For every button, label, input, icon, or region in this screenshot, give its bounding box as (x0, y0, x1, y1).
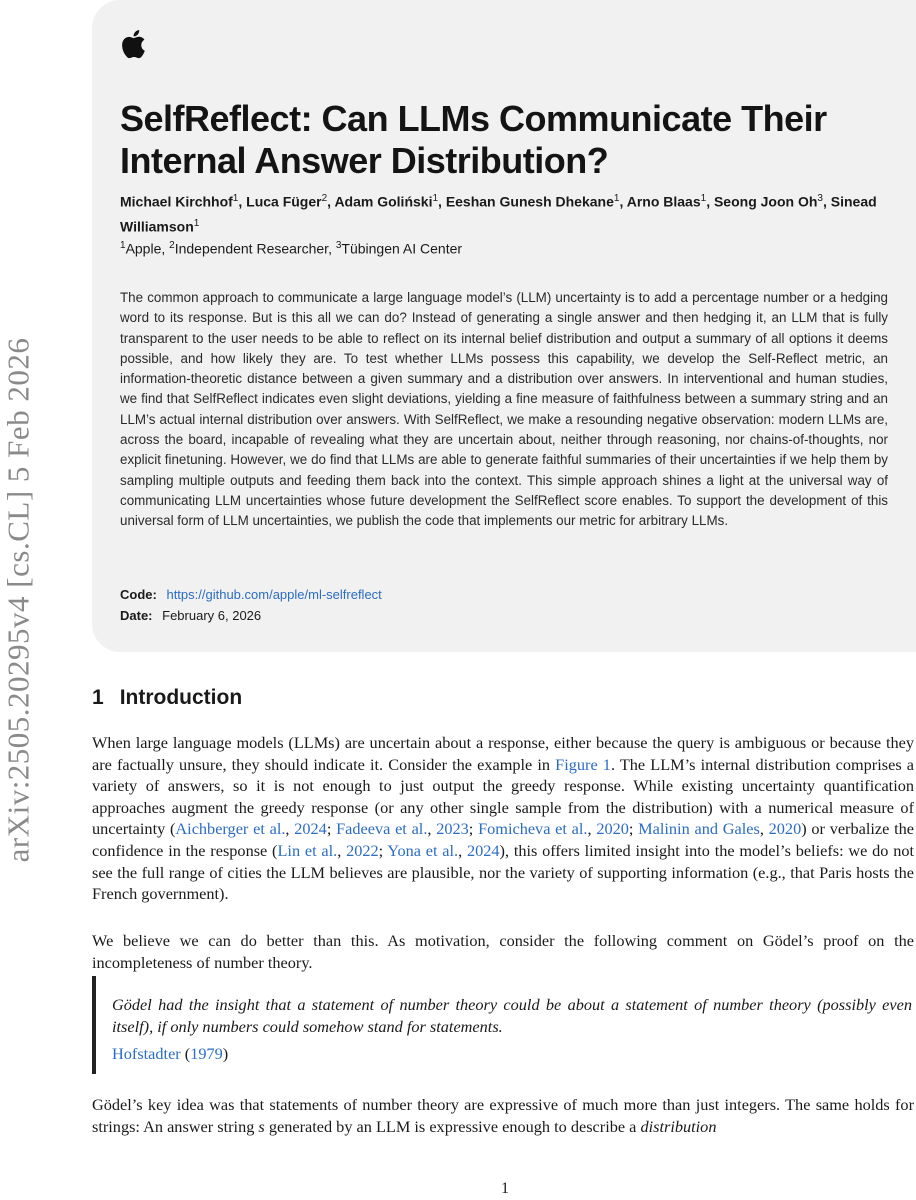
affiliation-number: 1 (120, 240, 126, 251)
author-name: Eeshan Gunesh Dhekane (445, 193, 614, 210)
paper-title: SelfReflect: Can LLMs Communicate Their Internal Answer Distribution? (120, 98, 827, 181)
author-affiliation-mark: 1 (193, 217, 200, 229)
citation-link[interactable]: Fadeeva et al. (336, 819, 428, 839)
code-link[interactable]: https://github.com/apple/ml-selfreflect (166, 587, 382, 602)
citation-link[interactable]: 2024 (466, 840, 500, 860)
author-affiliation-mark: 2 (321, 193, 328, 204)
affiliation-number: 2 (169, 240, 175, 251)
citation-link[interactable]: Yona et al. (387, 840, 459, 860)
italic-term: distribution (640, 1116, 717, 1136)
quote-text: Gödel had the insight that a statement of number theory could be about a statement of number theory (possibly even itself), if only numbers could somehow stand for statements. (112, 995, 912, 1036)
author-affiliation-mark: 1 (700, 193, 707, 204)
intro-paragraph-3: Gödel’s key idea was that statements of number theory are expressive of much more than just integers. The same holds for strings: An answer string s generated by an LLM is expressive enough to describe a distribution (92, 1095, 914, 1136)
date-line (120, 608, 261, 623)
citation-link[interactable]: 2024 (294, 819, 327, 839)
section-heading (92, 686, 242, 710)
author-affiliation-mark: 1 (613, 193, 620, 204)
code-label: Code: (120, 587, 157, 602)
apple-logo-icon (120, 28, 146, 60)
code-line (120, 587, 382, 602)
citation-link[interactable]: 2020 (596, 819, 629, 839)
citation-link[interactable]: Lin et al. (277, 840, 338, 860)
affiliation-number: 3 (335, 240, 342, 251)
citation-link[interactable]: Malinin and Gales (638, 819, 760, 839)
author-name: Arno Blaas (626, 193, 701, 210)
author-name: Adam Goliński (334, 193, 433, 210)
quote-block (92, 976, 916, 1074)
affiliation-name: Apple (125, 240, 162, 257)
author-affiliation-mark: 1 (232, 193, 239, 204)
citation-link[interactable]: Aichberger et al. (175, 819, 286, 839)
intro-paragraph-1: When large language models (LLMs) are uncertain about a response, either because the query is ambiguous or because they are factually unsure, they should indicate it. Consider the example in Figure 1. The LLM’s internal distribution comprises a variety of answers, so it is not enough to just output the greedy response. While existing uncertainty quantification approaches augment the greedy response (or any other single sample from the distribution) with a numerical measure of uncertainty (Aichberger et al., 2024; Fadeeva et al., 2023; Fomicheva et al., 2020; Malinin and Gales, 2020) or verbalize the confidence in the response (Lin et al., 2022; Yona et al., 2024), this offers limited insight into the model’s beliefs: we do not see the full range of cities the LLM believes are plausible, nor the variety of supporting information (e.g., that Paris hosts the French government). (92, 733, 915, 904)
citation-link[interactable]: Figure 1 (555, 754, 611, 774)
citation-link[interactable]: 2020 (768, 819, 802, 839)
author-name: Michael Kirchhof (120, 193, 233, 210)
citation-link[interactable]: 2022 (346, 840, 379, 860)
author-name: Luca Füger (246, 193, 322, 210)
section-number: 1 (92, 686, 104, 709)
author-affiliation-mark: 3 (817, 193, 823, 204)
abstract: The common approach to communicate a large language model’s (LLM) uncertainty is to add a percentage number or a hedging word to its response. But is this all we can do? Instead of generating a single answer and then hedging it, an LLM that is fully transparent to the user needs to be able to reflect on its internal belief distribution and output a summary of all options it deems possible, and how likely they are. To test whether LLMs possess this capability, we develop the Self-Reflect metric, an information-theoretic distance between a given summary and a distribution over answers. In interventional and human studies, we find that SelfReflect indicates even slight deviations, yielding a fine measure of faithfulness between a summary string and an LLM’s actual internal distribution over answers. With SelfReflect, we make a resounding negative observation: modern LLMs are, across the board, incapable of revealing what they are uncertain about, neither through reasoning, nor chains-of-thoughts, nor explicit finetuning. However, we do find that LLMs are able to generate faithful summaries of their uncertainties if we help them by sampling multiple outputs and feeding them back into the context. This simple approach shines a light at the universal way of communicating LLM uncertainties whose future development the SelfReflect score enables. To support the development of this universal form of LLM uncertainties, we publish the code that implements our metric for arbitrary LLMs. (120, 290, 888, 529)
section-title: Introduction (119, 686, 243, 709)
author-name: Seong Joon Oh (713, 193, 818, 210)
author-name: Sinead Williamson (120, 193, 877, 235)
date-label: Date: (120, 608, 153, 623)
affiliations: $^1$Apple, $^2$Independent Researcher, $^3$Tübingen AI Center (120, 240, 463, 257)
affiliation-name: Independent Researcher (174, 240, 329, 257)
date-value: February 6, 2026 (162, 608, 262, 623)
author-list: Michael Kirchhof$^1$, Luca Füger$^2$, Adam Goliński$^1$, Eeshan Gunesh Dhekane$^1$, Arno Blaas$^1$, Seong Joon Oh$^3$, Sinead Williamson$^1$ (120, 193, 877, 235)
affiliation-name: Tübingen AI Center (341, 240, 463, 257)
page-number: 1 (501, 1180, 509, 1197)
author-affiliation-mark: 1 (432, 193, 439, 204)
citation-link[interactable]: Fomicheva et al. (478, 819, 588, 839)
citation-link[interactable]: 2023 (436, 819, 469, 839)
arxiv-stamp (0, 290, 36, 910)
quote-source: Hofstadter (1979) (112, 1044, 229, 1063)
paper-header (92, 0, 916, 652)
arxiv-stamp-text: arXiv:2505.20295v4 [cs.CL] 5 Feb 2026 (0, 337, 35, 863)
italic-term: s (258, 1116, 265, 1136)
quote-year-link[interactable]: 1979 (190, 1044, 223, 1063)
quote-author-link[interactable]: Hofstadter (112, 1044, 181, 1063)
intro-paragraph-2: We believe we can do better than this. As motivation, consider the following comment on Gödel’s proof on the incompleteness of number theory. (92, 931, 914, 972)
